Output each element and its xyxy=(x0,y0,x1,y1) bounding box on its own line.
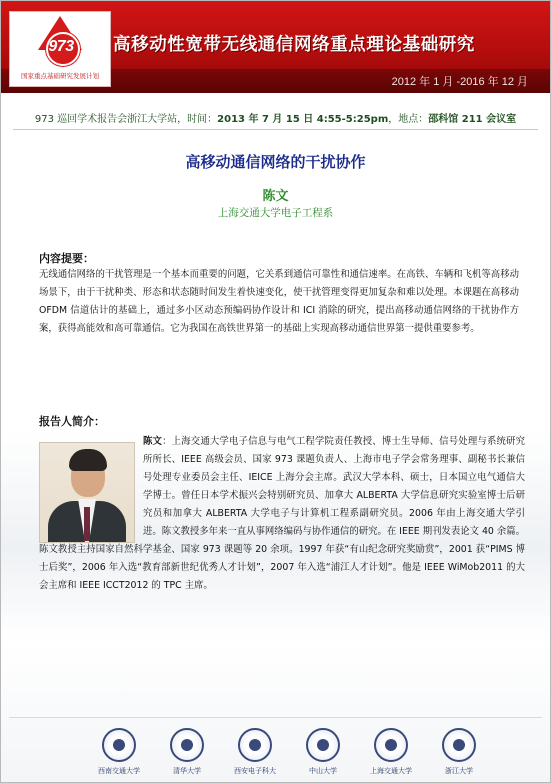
event-venue: 邵科馆 211 会议室 xyxy=(428,114,517,125)
partner-logo xyxy=(357,728,425,776)
logo-subtitle: 国家重点基础研究发展计划 xyxy=(21,72,99,80)
event-datetime: 2013 年 7 月 15 日 4:55-5:25pm xyxy=(217,114,389,125)
partner-logo xyxy=(85,728,153,776)
photo-tie xyxy=(84,507,90,541)
speaker-name: 陈文 xyxy=(262,189,289,204)
partner-name: 西安电子科大 xyxy=(234,767,276,775)
abstract-heading: 内容提要： xyxy=(39,252,94,265)
bio-text: ：上海交通大学电子信息与电气工程学院责任教授、博士生导师、信号处理与系统研究所所长、IEEE 高级会员、国家 973 课题负责人、上海市电子学会常务理事、副秘书长兼信号处理专业委员会主任、IEICE 上海分会主席。武汉大学本科、硕士，日本国立电气通信大学博士。曾任日本学术振兴会特别研究员、加拿大 ALBERTA 大学信息研究实验室博士后研究员和加拿大 ALBERTA 大学电子与计算机工程系副研究员。2006 年由上海交通大学引进。陈文教授多年来一直从事网络编码与协作通信的研究。在 IEEE 期刊发表论文 40 余篇。陈文教授主持国家自然科学基金、国家 973 课题等 20 余项。1997 年获“有山纪念研究奖励赏”，2001 获“PIMS 博士后奖”，2006 年入选“教育部新世纪优秀人才计划”，2007 年入选“浦江人才计划”。他是 IEEE WiMob2011 的大会主席和 IEEE ICCT2012 的 TPC 主席。 xyxy=(39,436,525,591)
talk-title: 高移动通信网络的干扰协作 xyxy=(185,153,366,171)
partner-name: 浙江大学 xyxy=(445,767,473,775)
program-logo xyxy=(9,11,111,87)
university-seal-icon xyxy=(102,728,136,762)
speaker-photo xyxy=(39,442,135,543)
divider xyxy=(13,129,538,130)
bio-name: 陈文 xyxy=(143,436,163,447)
header-banner xyxy=(1,1,550,93)
university-seal-icon xyxy=(306,728,340,762)
university-seal-icon xyxy=(170,728,204,762)
partner-name: 中山大学 xyxy=(309,767,337,775)
university-seal-icon xyxy=(442,728,476,762)
project-dates: 2012 年 1 月 -2016 年 12 月 xyxy=(391,76,528,88)
university-seal-icon xyxy=(238,728,272,762)
event-info-sep: ，地点： xyxy=(388,114,429,125)
partner-logos-footer xyxy=(9,717,542,778)
partner-logo xyxy=(289,728,357,776)
partner-name: 上海交通大学 xyxy=(370,767,412,775)
university-seal-icon xyxy=(374,728,408,762)
partner-logo xyxy=(425,728,493,776)
speaker-affiliation: 上海交通大学电子工程系 xyxy=(217,207,334,219)
partner-name: 清华大学 xyxy=(173,767,201,775)
logo-number: 973 xyxy=(48,38,74,55)
partner-logos xyxy=(85,728,493,776)
partner-name: 西南交通大学 xyxy=(98,767,140,775)
project-title: 高移动性宽带无线通信网络重点理论基础研究 xyxy=(113,35,475,55)
partner-logo xyxy=(221,728,289,776)
abstract-text: 无线通信网络的干扰管理是一个基本而重要的问题，它关系到通信可靠性和通信速率。在高铁、车辆和飞机等高移动场景下，由于干扰种类、形态和状态随时间发生着快速变化，使干扰管理变得更加复杂和难以处理。本课题在高移动 OFDM 信道估计的基础上，通过多小区动态预编码协作设计和 ICI 消除的研究，提出高移动通信网络的干扰协作方案，获得高能效和高可靠通信。它为我国在高铁世界第一的基础上实现高移动通信世界第一提供重要参考。 xyxy=(39,269,519,334)
partner-logo xyxy=(153,728,221,776)
event-info-prefix: 973 巡回学术报告会浙江大学站，时间： xyxy=(34,114,218,125)
bio-heading: 报告人简介： xyxy=(39,415,105,428)
photo-hair xyxy=(69,449,107,471)
event-info-line xyxy=(1,110,550,125)
